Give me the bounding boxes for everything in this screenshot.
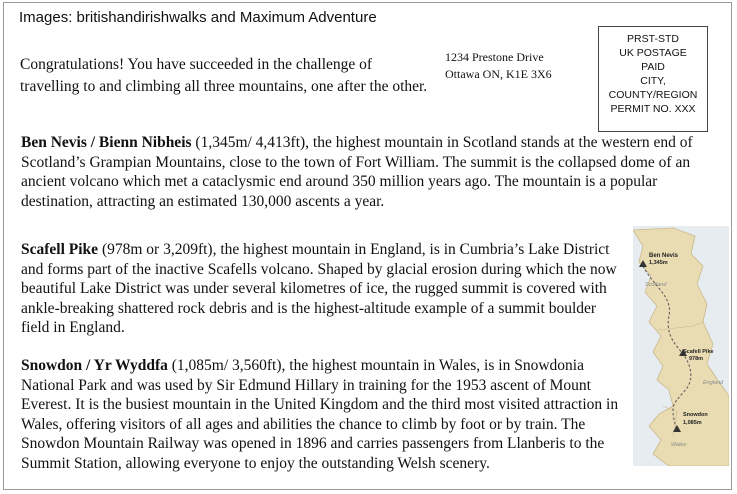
ben-nevis-name: Ben Nevis / Bienn Nibheis <box>21 134 192 151</box>
address-line-2: Ottawa ON, K1E 3X6 <box>445 67 552 81</box>
ben-nevis-description: (1,345m/ 4,413ft), the highest mountain in Scotland stands at the western end of Scotland’s Grampian Mountains, close to the town of Fort William. The summit is the collapsed dome of an ancient volcano which met a cataclysmic end around 350 million years ago. The mountain is a popular destination, attracting an estimated 130,000 ascents a year. <box>21 134 693 210</box>
scafell-pike-label: Scafell Pike <box>683 349 714 355</box>
three-peaks-map <box>633 226 729 466</box>
scafell-pike-height-label: 978m <box>689 356 704 362</box>
snowdon-paragraph <box>21 356 641 473</box>
snowdon-description: (1,085m/ 3,560ft), the highest mountain in Wales, is in Snowdonia National Park and was used by Sir Edmund Hillary in training for the 1953 ascent of Mount Everest. It is the busiest mountain in the United Kingdom and the third most visited attraction in Wales, offering visitors of all ages and abilities the chance to climb by foot or by train. The Snowdon Mountain Railway was opened in 1896 and carries passengers from Llanberis to the Summit Station, allowing everyone to enjoy the outstanding Welsh scenery. <box>21 357 619 472</box>
scotland-label: Scotland <box>645 282 667 288</box>
ben-nevis-height-label: 1,345m <box>649 260 668 266</box>
scafell-pike-paragraph <box>21 240 626 338</box>
stamp-line-3: PAID <box>641 61 665 73</box>
snowdon-name: Snowdon / Yr Wyddfa <box>21 357 168 374</box>
scafell-pike-description: (978m or 3,209ft), the highest mountain in England, is in Cumbria’s Lake District and forms part of the inactive Scafells volcano. Shaped by glacial erosion during which the now beautiful Lake District was under several kilometres of ice, the rugged summit is covered with ankle-breaking shattered rock debris and is the highest-altitude example of a summit boulder field in England. <box>21 241 617 336</box>
address-line-1: 1234 Prestone Drive <box>445 50 544 64</box>
stamp-line-2: UK POSTAGE <box>619 47 687 59</box>
postage-stamp-box <box>598 26 708 132</box>
ben-nevis-paragraph <box>21 133 701 211</box>
congratulations-text: Congratulations! You have succeeded in the challenge of travelling to and climbing all three mountains, one after the other. <box>20 56 428 95</box>
scafell-pike-name: Scafell Pike <box>21 241 99 258</box>
england-label: England <box>703 380 724 386</box>
snowdon-height-label: 1,085m <box>683 420 702 426</box>
stamp-line-6: PERMIT NO. XXX <box>610 103 696 115</box>
stamp-line-1: PRST-STD <box>627 33 679 45</box>
image-credit: Images: britishandirishwalks and Maximum Adventure <box>19 9 377 26</box>
snowdon-label: Snowdon <box>683 412 708 418</box>
wales-label: Wales <box>671 442 687 448</box>
stamp-line-4: CITY, <box>640 75 666 87</box>
stamp-line-5: COUNTY/REGION <box>608 89 698 101</box>
mailing-address <box>445 49 552 83</box>
ben-nevis-label: Ben Nevis <box>649 253 679 259</box>
